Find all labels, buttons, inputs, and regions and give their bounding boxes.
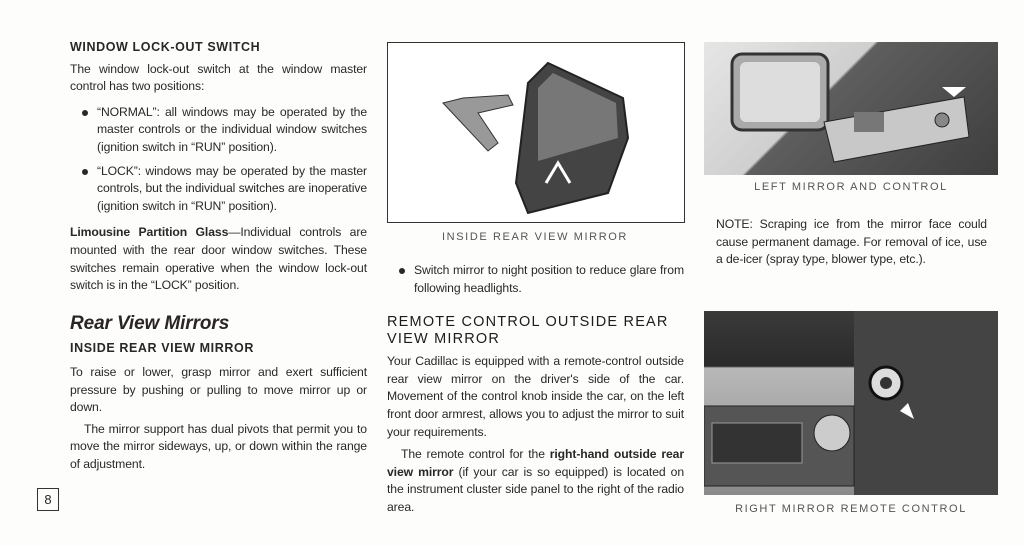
remote-heading: REMOTE CONTROL OUTSIDE REAR VIEW MIRROR — [387, 314, 669, 348]
lockout-intro: The window lock-out switch at the window master control has two positions: — [70, 61, 367, 94]
section-title: Rear View Mirrors — [70, 312, 230, 334]
figure-caption: INSIDE REAR VIEW MIRROR — [442, 231, 628, 243]
limo-text: —Individual controls are mounted with the rear door window switches. These switches remain operative when the window lock-out switch is in the “LOCK” position. — [70, 225, 367, 293]
page-number: 8 — [37, 488, 59, 511]
list-item: Switch mirror to night position to reduce glare from following headlights. — [387, 262, 684, 297]
inside-mirror-illustration — [388, 43, 684, 222]
right-mirror-remote-photo — [704, 311, 998, 495]
remote-p1: Your Cadillac is equipped with a remote-control outside rear view mirror on the driver's side of the car. Movement of the control knob inside the car, on the left front door armrest, allows you to adjust the mirror to suit your requirements. — [387, 354, 684, 439]
inside-p1: To raise or lower, grasp mirror and exert sufficient pressure by pushing or pulling to move mirror up or down. — [70, 364, 367, 415]
photo2-caption: RIGHT MIRROR REMOTE CONTROL — [735, 503, 967, 515]
lockout-list — [70, 104, 367, 216]
radio-panel-illustration — [704, 311, 998, 495]
left-mirror-illustration — [704, 42, 998, 175]
limo-paragraph — [70, 224, 367, 294]
remote-p2-bold: right-hand outside rear view mirror — [387, 447, 684, 479]
note-text: NOTE: Scraping ice from the mirror face could cause permanent damage. For removal of ice, use a de-icer (spray type, blower type, etc.). — [716, 217, 987, 267]
inside-p2: The mirror support has dual pivots that permit you to move the mirror sideways, up, or down within the range of adjustment. — [70, 421, 367, 471]
middle-column — [387, 262, 684, 517]
limo-label: Limousine Partition Glass — [70, 225, 229, 240]
list-item: “NORMAL”: all windows may be operated by the master controls or the individual window switches (ignition switch in “RUN” position). — [70, 104, 367, 157]
night-list — [387, 262, 684, 297]
inside-mirror-figure — [387, 42, 685, 223]
note-block — [716, 216, 987, 269]
remote-p2 — [387, 446, 684, 516]
lockout-heading: WINDOW LOCK-OUT SWITCH — [70, 40, 261, 54]
left-mirror-photo — [704, 42, 998, 175]
remote-p2-text: (if your car is so equipped) is located on the instrument cluster side panel to the right of the radio area. — [387, 464, 685, 514]
left-column — [70, 39, 367, 473]
list-item: “LOCK”: windows may be operated by the master controls, but the individual switches are inoperative (ignition switch in “RUN” position). — [70, 163, 367, 216]
remote-p2-text: The remote control for the — [401, 447, 550, 462]
photo1-caption: LEFT MIRROR AND CONTROL — [754, 181, 948, 193]
inside-mirror-heading: INSIDE REAR VIEW MIRROR — [70, 341, 254, 356]
